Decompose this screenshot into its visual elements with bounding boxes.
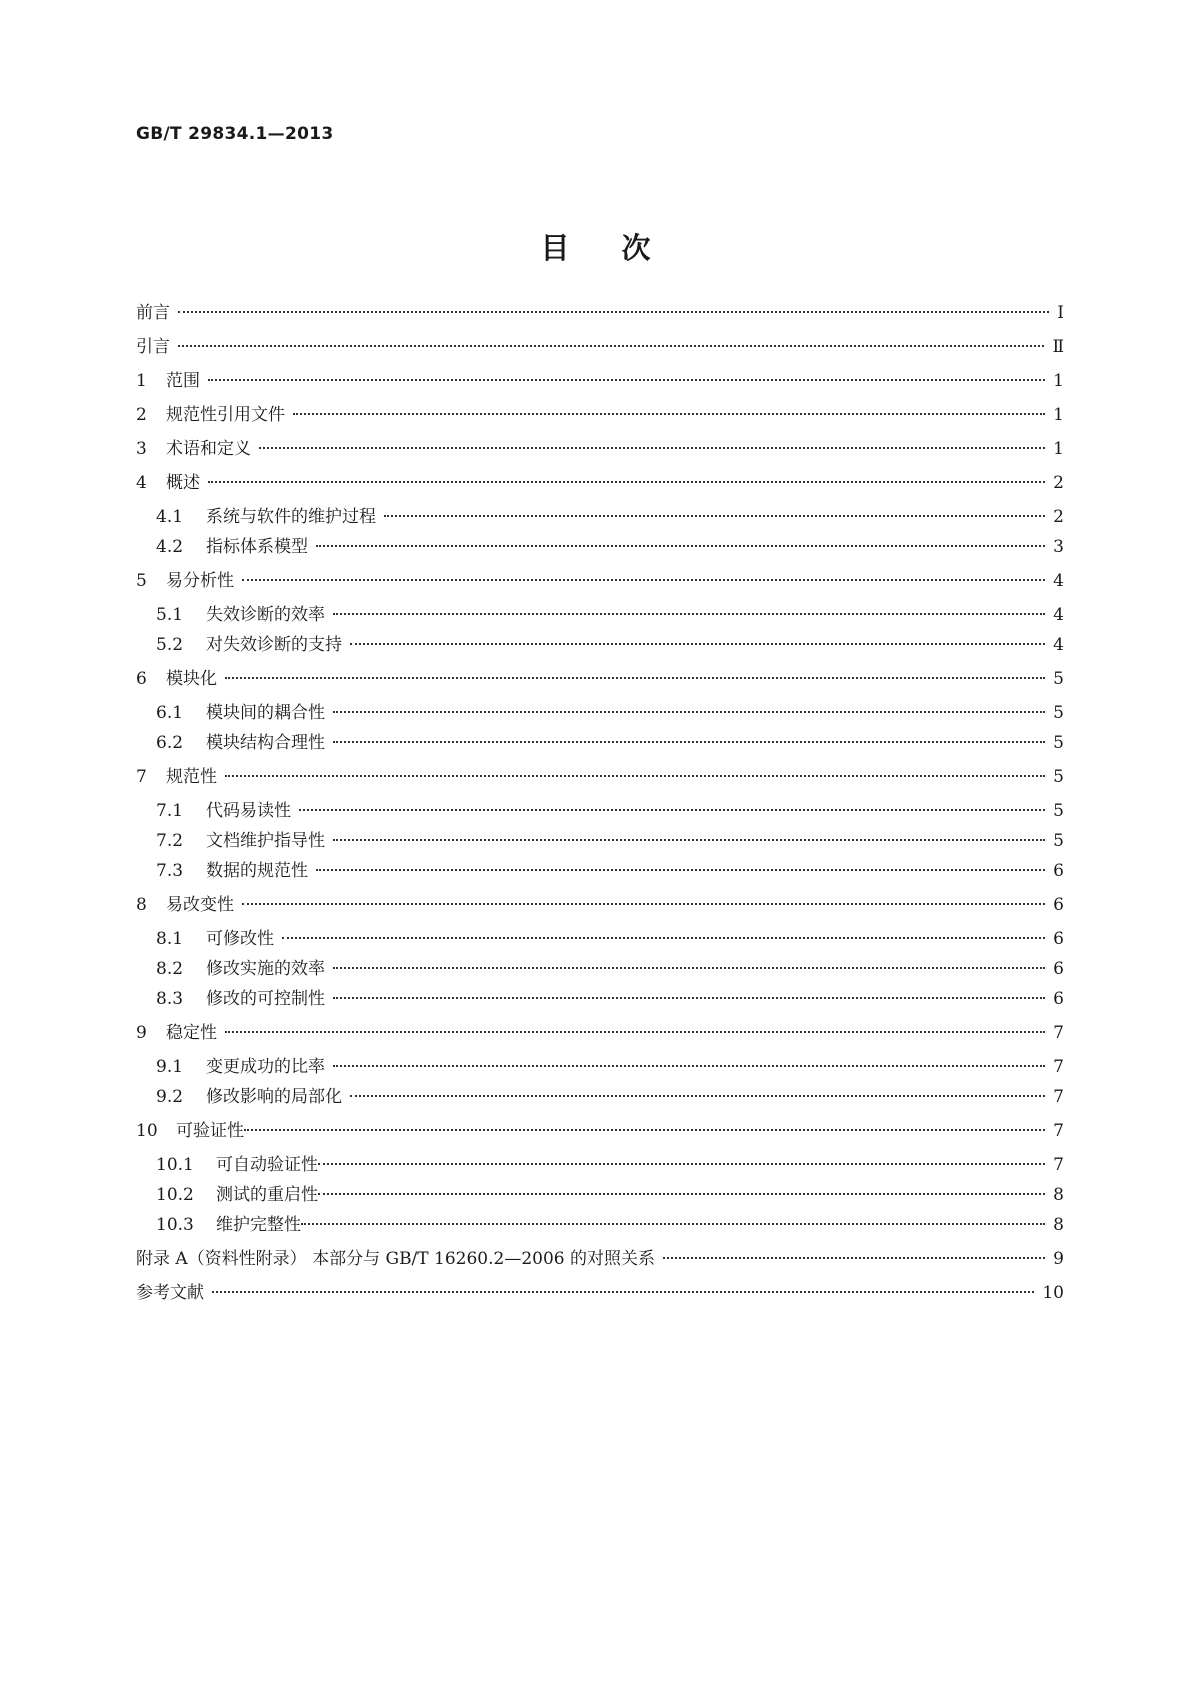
toc-leader-dots (212, 1291, 1034, 1293)
toc-entry-number: 3 (136, 439, 147, 459)
toc-entry-number: 5 (136, 571, 147, 591)
toc-entry-page: 10 (1042, 1283, 1064, 1303)
toc-entry[interactable] (136, 766, 1064, 788)
toc-entry-title: 指标体系模型 (206, 537, 308, 557)
toc-leader-dots (208, 481, 1045, 483)
toc-entry-label (156, 1184, 318, 1206)
toc-leader-dots (384, 515, 1045, 517)
toc-entry-label (156, 830, 325, 852)
toc-entry-page: 5 (1053, 801, 1064, 821)
toc-leader-dots (333, 967, 1045, 969)
toc-list (136, 0, 1064, 1684)
toc-leader-dots (208, 379, 1045, 381)
toc-entry-label (136, 370, 200, 392)
toc-entry-label (156, 732, 325, 754)
toc-leader-dots (333, 711, 1045, 713)
toc-entry[interactable] (156, 958, 1064, 980)
toc-entry-title: 文档维护指导性 (206, 831, 325, 851)
toc-entry[interactable] (156, 860, 1064, 882)
toc-entry[interactable] (156, 988, 1064, 1010)
toc-entry[interactable] (136, 404, 1064, 426)
toc-entry-label (156, 1086, 342, 1108)
toc-entry-title: 模块化 (166, 669, 217, 689)
toc-leader-dots (293, 413, 1045, 415)
toc-entry-label (136, 894, 234, 916)
toc-entry-number: 5.1 (156, 605, 184, 625)
toc-entry-page: 4 (1053, 571, 1064, 591)
toc-entry-number: 4 (136, 473, 147, 493)
toc-leader-dots (225, 775, 1045, 777)
toc-entry-number: 7.2 (156, 831, 184, 851)
toc-entry-label (156, 1214, 301, 1236)
toc-entry[interactable] (156, 634, 1064, 656)
toc-entry-page: 6 (1053, 959, 1064, 979)
toc-entry-label (136, 766, 217, 788)
toc-entry[interactable] (156, 1184, 1064, 1206)
page-title: 目次 (540, 231, 703, 265)
toc-entry-page: 7 (1053, 1155, 1064, 1175)
toc-entry[interactable] (156, 1214, 1064, 1236)
toc-entry-number: 7.3 (156, 861, 184, 881)
toc-leader-dots (316, 545, 1045, 547)
toc-entry-label (136, 472, 200, 494)
toc-entry-title: 模块间的耦合性 (206, 703, 325, 723)
toc-entry-page: 5 (1053, 669, 1064, 689)
toc-entry-page: 1 (1053, 439, 1064, 459)
toc-entry-page: 7 (1053, 1087, 1064, 1107)
toc-entry-title: 测试的重启性 (216, 1185, 318, 1205)
toc-leader-dots (242, 903, 1045, 905)
standard-code: GB/T 29834.1—2013 (136, 124, 334, 144)
toc-entry-page: 1 (1053, 405, 1064, 425)
toc-entry-title: 前言 (136, 303, 170, 323)
toc-leader-dots (178, 311, 1049, 313)
toc-entry-title: 变更成功的比率 (206, 1057, 325, 1077)
toc-entry-page: 8 (1053, 1215, 1064, 1235)
toc-entry-page: 1 (1053, 371, 1064, 391)
toc-entry-number: 9 (136, 1023, 147, 1043)
toc-leader-dots (244, 1129, 1045, 1131)
toc-entry-number: 7 (136, 767, 147, 787)
toc-entry-title: 可自动验证性 (216, 1155, 318, 1175)
toc-entry-number: 4.1 (156, 507, 184, 527)
toc-entry-title: 附录 A（资料性附录） 本部分与 GB/T 16260.2—2006 的对照关系 (136, 1249, 655, 1269)
toc-leader-dots (333, 997, 1045, 999)
toc-entry-number: 8 (136, 895, 147, 915)
toc-entry-number: 1 (136, 371, 147, 391)
toc-entry-label (156, 506, 376, 528)
toc-entry-page: 2 (1053, 473, 1064, 493)
toc-entry-number: 8.1 (156, 929, 184, 949)
toc-leader-dots (350, 1095, 1045, 1097)
toc-entry-title: 范围 (166, 371, 200, 391)
toc-entry-title: 系统与软件的维护过程 (206, 507, 376, 527)
toc-entry-number: 10 (136, 1121, 158, 1141)
toc-entry[interactable] (156, 506, 1064, 528)
toc-entry-title: 代码易读性 (206, 801, 291, 821)
toc-leader-dots (333, 839, 1045, 841)
toc-entry-page: 4 (1053, 635, 1064, 655)
toc-entry-title: 修改的可控制性 (206, 989, 325, 1009)
toc-entry-title: 对失效诊断的支持 (206, 635, 342, 655)
toc-entry-page: 7 (1053, 1023, 1064, 1043)
toc-entry-page: 5 (1053, 831, 1064, 851)
toc-entry[interactable] (136, 1120, 1064, 1142)
toc-entry-title: 失效诊断的效率 (206, 605, 325, 625)
toc-entry-title: 可验证性 (176, 1121, 244, 1141)
toc-leader-dots (318, 1193, 1045, 1195)
toc-entry[interactable] (136, 570, 1064, 592)
toc-entry-label (156, 958, 325, 980)
toc-entry-title: 维护完整性 (216, 1215, 301, 1235)
toc-entry-title: 修改影响的局部化 (206, 1087, 342, 1107)
toc-entry-label (156, 1154, 318, 1176)
toc-entry[interactable] (136, 1022, 1064, 1044)
toc-leader-dots (333, 613, 1045, 615)
toc-entry[interactable] (156, 1086, 1064, 1108)
toc-entry[interactable] (136, 438, 1064, 460)
toc-leader-dots (299, 809, 1045, 811)
toc-entry[interactable] (136, 370, 1064, 392)
toc-entry-page: 6 (1053, 929, 1064, 949)
toc-entry-page: 6 (1053, 861, 1064, 881)
toc-entry-title: 引言 (136, 337, 170, 357)
toc-entry-number: 9.2 (156, 1087, 184, 1107)
toc-entry-title: 模块结构合理性 (206, 733, 325, 753)
toc-entry-label (156, 702, 325, 724)
toc-entry-page: 7 (1053, 1121, 1064, 1141)
toc-entry-label (156, 988, 325, 1010)
toc-entry-label (136, 1248, 655, 1270)
toc-entry-label (156, 1056, 325, 1078)
toc-entry-page: 9 (1053, 1249, 1064, 1269)
toc-entry-label (136, 1022, 217, 1044)
toc-entry-number: 6 (136, 669, 147, 689)
toc-entry[interactable] (136, 668, 1064, 690)
toc-entry[interactable] (156, 800, 1064, 822)
toc-entry-label (136, 336, 170, 358)
toc-entry-label (156, 928, 274, 950)
toc-leader-dots (259, 447, 1045, 449)
toc-entry[interactable] (136, 1282, 1064, 1304)
toc-entry-number: 10.3 (156, 1215, 194, 1235)
toc-entry-label (136, 438, 251, 460)
toc-entry[interactable] (136, 336, 1064, 358)
toc-entry-title: 稳定性 (166, 1023, 217, 1043)
toc-entry-title: 易分析性 (166, 571, 234, 591)
toc-entry[interactable] (136, 472, 1064, 494)
toc-leader-dots (225, 677, 1045, 679)
toc-entry-title: 数据的规范性 (206, 861, 308, 881)
toc-entry[interactable] (156, 604, 1064, 626)
toc-entry-label (136, 1120, 244, 1142)
toc-entry-number: 10.1 (156, 1155, 194, 1175)
toc-entry-page: 4 (1053, 605, 1064, 625)
toc-entry-label (156, 604, 325, 626)
toc-leader-dots (318, 1163, 1045, 1165)
toc-entry-title: 规范性 (166, 767, 217, 787)
toc-entry[interactable] (136, 1248, 1064, 1270)
toc-leader-dots (350, 643, 1045, 645)
toc-entry-label (156, 536, 308, 558)
toc-entry-title: 概述 (166, 473, 200, 493)
toc-entry-label (136, 404, 285, 426)
toc-entry-label (136, 668, 217, 690)
toc-entry[interactable] (156, 536, 1064, 558)
toc-entry-page: 3 (1053, 537, 1064, 557)
toc-leader-dots (178, 345, 1044, 347)
toc-entry-page: 6 (1053, 989, 1064, 1009)
toc-entry[interactable] (156, 1154, 1064, 1176)
toc-leader-dots (333, 1065, 1045, 1067)
toc-entry-title: 规范性引用文件 (166, 405, 285, 425)
toc-entry-title: 参考文献 (136, 1283, 204, 1303)
toc-entry-title: 易改变性 (166, 895, 234, 915)
toc-leader-dots (316, 869, 1045, 871)
toc-entry-number: 2 (136, 405, 147, 425)
toc-entry-page: 7 (1053, 1057, 1064, 1077)
toc-entry-page: 2 (1053, 507, 1064, 527)
toc-entry-number: 6.1 (156, 703, 184, 723)
toc-entry[interactable] (156, 830, 1064, 852)
toc-leader-dots (242, 579, 1045, 581)
toc-entry[interactable] (156, 702, 1064, 724)
toc-leader-dots (301, 1223, 1045, 1225)
toc-entry-label (156, 634, 342, 656)
toc-entry-page: Ⅰ (1057, 303, 1064, 323)
toc-entry-number: 6.2 (156, 733, 184, 753)
toc-entry-page: 5 (1053, 733, 1064, 753)
toc-entry-page: 8 (1053, 1185, 1064, 1205)
toc-entry-number: 8.3 (156, 989, 184, 1009)
toc-leader-dots (225, 1031, 1045, 1033)
toc-entry-label (136, 1282, 204, 1304)
toc-entry[interactable] (156, 732, 1064, 754)
toc-entry[interactable] (136, 894, 1064, 916)
toc-entry-title: 可修改性 (206, 929, 274, 949)
toc-entry-number: 5.2 (156, 635, 184, 655)
toc-entry-number: 7.1 (156, 801, 184, 821)
toc-entry-label (156, 800, 291, 822)
toc-entry-number: 10.2 (156, 1185, 194, 1205)
toc-entry[interactable] (156, 1056, 1064, 1078)
toc-leader-dots (282, 937, 1045, 939)
toc-entry-title: 术语和定义 (166, 439, 251, 459)
toc-entry-label (156, 860, 308, 882)
toc-entry-page: 5 (1053, 703, 1064, 723)
toc-leader-dots (663, 1257, 1045, 1259)
toc-entry-number: 9.1 (156, 1057, 184, 1077)
toc-entry-title: 修改实施的效率 (206, 959, 325, 979)
toc-leader-dots (333, 741, 1045, 743)
toc-entry-number: 8.2 (156, 959, 184, 979)
toc-entry-label (136, 570, 234, 592)
toc-entry-page: 6 (1053, 895, 1064, 915)
toc-entry[interactable] (156, 928, 1064, 950)
toc-entry-page: Ⅱ (1052, 337, 1064, 357)
toc-entry[interactable] (136, 302, 1064, 324)
toc-entry-number: 4.2 (156, 537, 184, 557)
toc-entry-page: 5 (1053, 767, 1064, 787)
toc-entry-label (136, 302, 170, 324)
